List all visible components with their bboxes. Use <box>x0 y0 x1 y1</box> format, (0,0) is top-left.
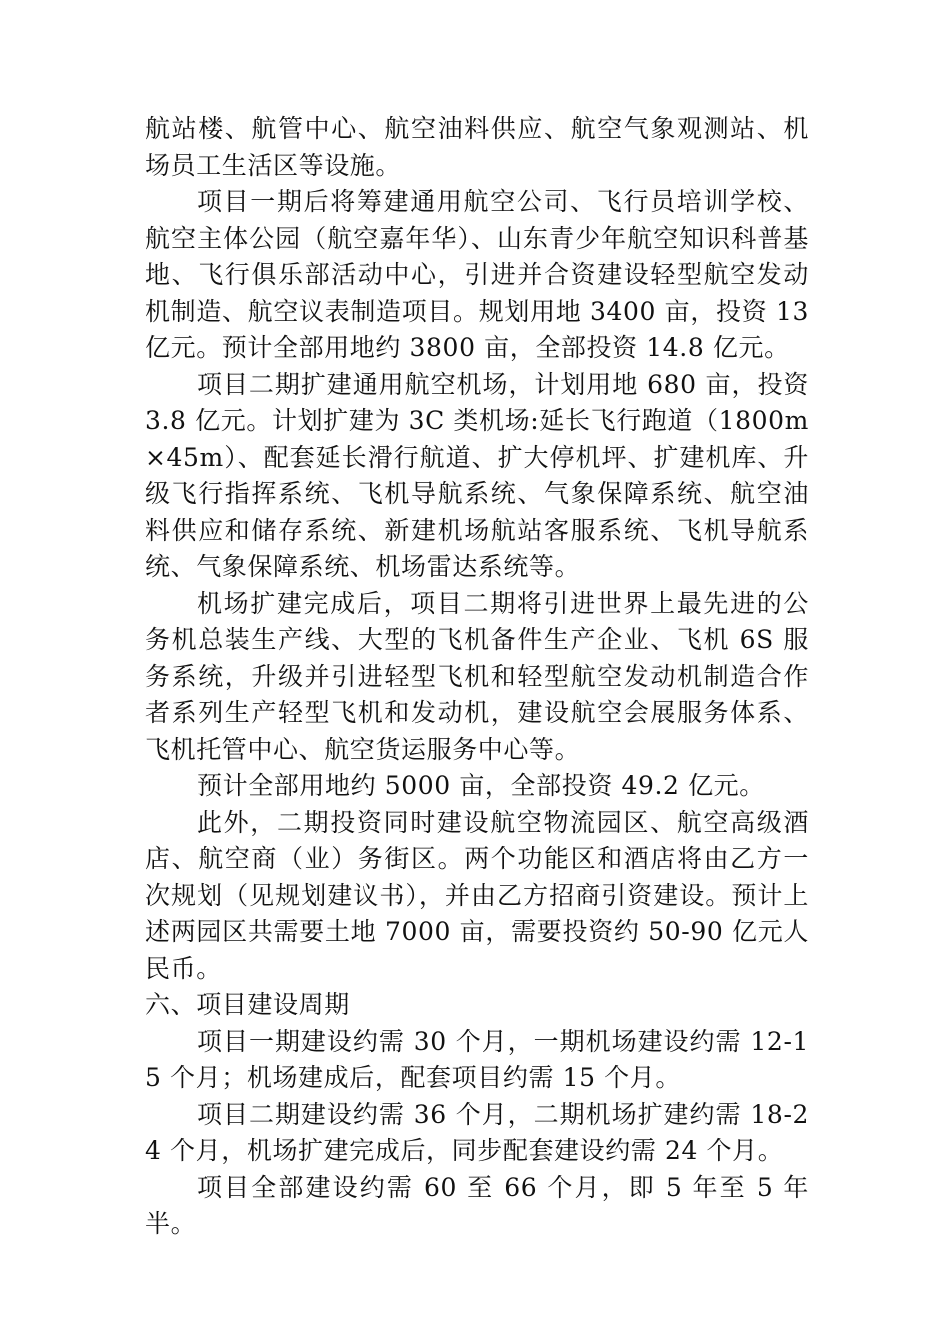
paragraph-schedule-total: 项目全部建设约需 60 至 66 个月，即 5 年至 5 年半。 <box>145 1172 809 1238</box>
paragraph-additional-zones: 此外，二期投资同时建设航空物流园区、航空高级酒店、航空商（业）务街区。两个功能区和酒店将由乙方一次规划（见规划建议书），并由乙方招商引资建设。预计上述两园区共需要土地 7000 亩，需要投资约 50-90 亿元人民币。 <box>145 807 809 983</box>
paragraph-schedule-phase-two: 项目二期建设约需 36 个月，二期机场扩建约需 18-24 个月，机场扩建完成后，同步配套建设约需 24 个月。 <box>145 1099 809 1165</box>
paragraph-phase-one: 项目一期后将筹建通用航空公司、飞行员培训学校、航空主体公园（航空嘉年华）、山东青少年航空知识科普基地、飞行俱乐部活动中心，引进并合资建设轻型航空发动机制造、航空议表制造项目。规划用地 3400 亩，投资 13 亿元。预计全部用地约 3800 亩，全部投资 14.8 亿元。 <box>145 187 809 362</box>
document-body <box>145 111 809 1243</box>
paragraph-continuation: 航站楼、航管中心、航空油料供应、航空气象观测站、机场员工生活区等设施。 <box>145 114 809 180</box>
paragraph-phase-two-airport: 项目二期扩建通用航空机场，计划用地 680 亩，投资 3.8 亿元。计划扩建为 3C 类机场:延长飞行跑道（1800m×45m）、配套延长滑行航道、扩大停机坪、扩建机库、升级飞行指挥系统、飞机导航系统、气象保障系统、航空油料供应和储存系统、新建机场航站客服系统、飞机导航系统、气象保障系统、机场雷达系统等。 <box>145 369 809 581</box>
section-heading-schedule: 六、项目建设周期 <box>145 990 350 1019</box>
paragraph-schedule-phase-one: 项目一期建设约需 30 个月，一期机场建设约需 12-15 个月；机场建成后，配套项目约需 15 个月。 <box>145 1026 809 1092</box>
paragraph-phase-two-total: 预计全部用地约 5000 亩，全部投资 49.2 亿元。 <box>197 771 765 800</box>
paragraph-phase-two-industry: 机场扩建完成后，项目二期将引进世界上最先进的公务机总装生产线、大型的飞机备件生产企业、飞机 6S 服务系统，升级并引进轻型飞机和轻型航空发动机制造合作者系列生产轻型飞机和发动机，建设航空会展服务体系、飞机托管中心、航空货运服务中心等。 <box>145 588 809 764</box>
